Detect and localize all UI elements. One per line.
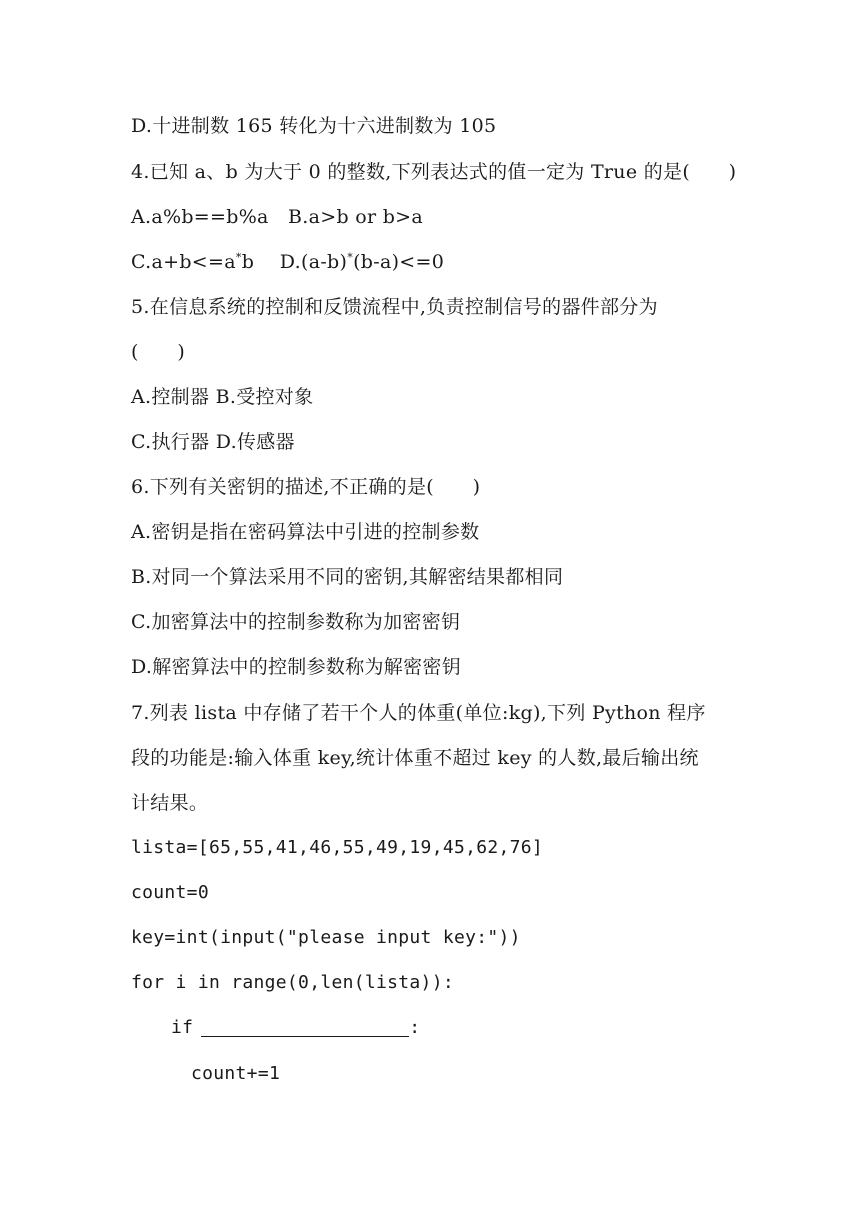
question-7-line1: 7.列表 lista 中存储了若干个人的体重(单位:kg),下列 Python 程序 [131,702,706,724]
q5-options-ab: A.控制器 B.受控对象 [131,386,314,408]
code-line-count-increment: count+=1 [191,1063,281,1084]
q6-option-c: C.加密算法中的控制参数称为加密密钥 [131,611,461,633]
code-line-lista: lista=[65,55,41,46,55,49,19,45,62,76] [131,837,544,858]
q5-options-cd: C.执行器 D.传感器 [131,431,295,453]
q4-options-cd [131,250,444,274]
code-if-keyword: if [171,1017,194,1038]
question-5: 5.在信息系统的控制和反馈流程中,负责控制信号的器件部分为 [131,296,658,318]
code-line-if [171,1016,420,1040]
question-7-line3: 计结果。 [131,792,209,814]
code-line-count: count=0 [131,882,209,903]
option-d-q3: D.十进制数 165 转化为十六进制数为 105 [131,115,497,137]
question-6: 6.下列有关密钥的描述,不正确的是( ) [131,476,481,498]
q4-option-d-sup: * [347,251,354,264]
q6-option-b: B.对同一个算法采用不同的密钥,其解密结果都相同 [131,566,564,588]
code-if-colon: : [409,1017,421,1038]
code-line-key: key=int(input("please input key:")) [131,927,521,948]
q6-option-a: A.密钥是指在密码算法中引进的控制参数 [131,521,480,543]
q4-option-c-prefix: C.a+b<=a [131,251,236,273]
q6-option-d: D.解密算法中的控制参数称为解密密钥 [131,656,461,678]
q4-option-c-suffix: b D.(a-b) [241,251,348,273]
code-line-for: for i in range(0,len(lista)): [131,972,454,993]
q4-option-d-suffix: (b-a)<=0 [353,251,445,273]
question-7-line2: 段的功能是:输入体重 key,统计体重不超过 key 的人数,最后输出统 [131,747,699,769]
fill-in-blank[interactable] [201,1016,409,1037]
question-5-paren: ( ) [131,341,186,363]
question-4: 4.已知 a、b 为大于 0 的整数,下列表达式的值一定为 True 的是( ) [131,161,737,183]
q4-options-ab: A.a%b==b%a B.a>b or b>a [131,206,424,228]
q4-option-c-sup: * [235,251,242,264]
